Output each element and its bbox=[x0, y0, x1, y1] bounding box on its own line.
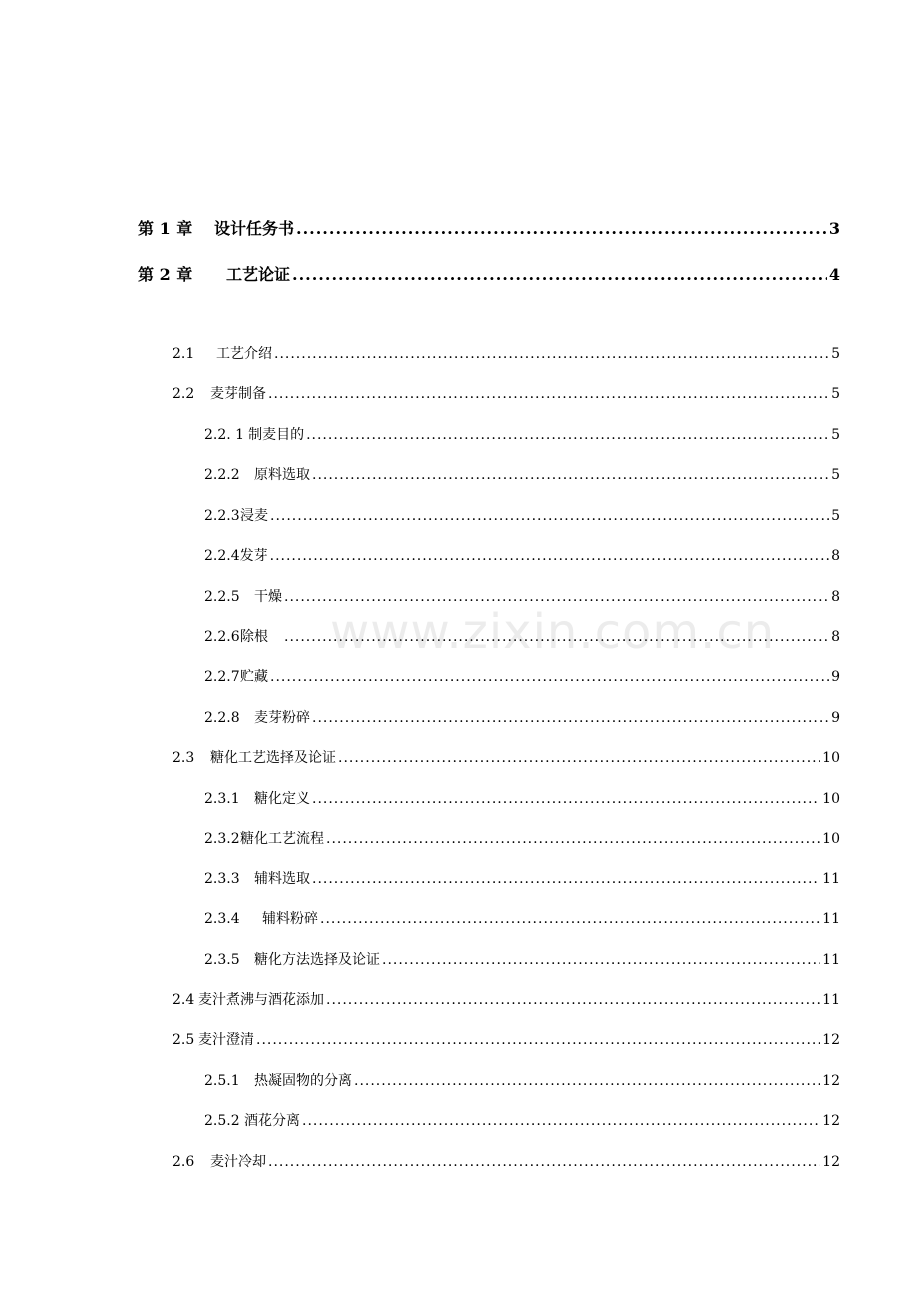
toc-entry-number: 2.2.3 bbox=[204, 508, 240, 524]
toc-entry-subsection[interactable] bbox=[204, 586, 840, 606]
toc-dot-leader bbox=[302, 1113, 820, 1129]
toc-entry-title: 热凝固物的分离 bbox=[254, 1073, 352, 1089]
toc-entry-title: 贮藏 bbox=[240, 669, 268, 685]
toc-entry-number: 2.5.1 bbox=[204, 1073, 240, 1089]
toc-entry-chapter-2[interactable] bbox=[138, 262, 840, 285]
toc-entry-number: 2.6 bbox=[172, 1154, 195, 1170]
toc-entry-number: 2.3.4 bbox=[204, 911, 240, 927]
toc-dot-leader bbox=[256, 1032, 820, 1048]
toc-entry-page: 12 bbox=[822, 1154, 840, 1170]
toc-entry-page: 8 bbox=[831, 629, 840, 645]
toc-entry-number: 2.2.6 bbox=[204, 629, 240, 645]
toc-entry-title: 发芽 bbox=[239, 548, 268, 564]
toc-dot-leader bbox=[312, 710, 829, 726]
toc-dot-leader bbox=[268, 386, 829, 402]
toc-entry-number: 2.2.2 bbox=[204, 467, 240, 483]
toc-dot-leader bbox=[326, 831, 820, 847]
toc-entry-title: 制麦目的 bbox=[248, 427, 305, 443]
toc-entry-title: 设计任务书 bbox=[214, 219, 295, 238]
toc-dot-leader bbox=[284, 589, 829, 605]
toc-entry-number: 2.3.2 bbox=[204, 831, 240, 847]
toc-dot-leader bbox=[274, 346, 829, 362]
toc-entry-page: 10 bbox=[822, 791, 840, 807]
toc-entry-title: 工艺介绍 bbox=[216, 346, 272, 362]
toc-entry-title: 糖化定义 bbox=[254, 791, 310, 807]
toc-entry-title: 除根 bbox=[240, 629, 268, 645]
toc-entry-number: 2.3.3 bbox=[204, 871, 240, 887]
watermark: www.zixin.com.cn bbox=[330, 604, 776, 660]
toc-entry-page: 5 bbox=[831, 427, 840, 443]
toc-entry-subsection[interactable] bbox=[204, 868, 840, 888]
toc-entry-section[interactable] bbox=[172, 343, 840, 363]
toc-entry-subsection[interactable] bbox=[204, 908, 840, 928]
toc-entry-title: 辅料选取 bbox=[254, 871, 310, 887]
toc-entry-subsection[interactable] bbox=[204, 424, 840, 444]
toc-entry-page: 10 bbox=[822, 750, 840, 766]
toc-entry-page: 12 bbox=[822, 1113, 840, 1129]
toc-dot-leader bbox=[338, 750, 820, 766]
toc-entry-section[interactable] bbox=[172, 383, 840, 403]
toc-dot-leader bbox=[306, 427, 829, 443]
toc-entry-subsection[interactable] bbox=[204, 505, 840, 525]
toc-entry-title: 糖化方法选择及论证 bbox=[254, 952, 380, 968]
toc-dot-leader bbox=[312, 791, 820, 807]
toc-dot-leader bbox=[268, 1154, 820, 1170]
toc-entry-page: 3 bbox=[828, 219, 840, 238]
toc-entry-page: 12 bbox=[822, 1032, 840, 1048]
toc-dot-leader bbox=[270, 548, 829, 564]
toc-entry-page: 11 bbox=[822, 871, 840, 887]
toc-entry-subsection[interactable] bbox=[204, 707, 840, 727]
toc-dot-leader bbox=[382, 952, 820, 968]
toc-entry-title: 麦汁冷却 bbox=[210, 1154, 266, 1170]
toc-dot-leader bbox=[292, 265, 827, 284]
toc-entry-title: 干燥 bbox=[254, 589, 282, 605]
toc-entry-page: 4 bbox=[828, 265, 840, 284]
toc-entry-title: 糖化工艺流程 bbox=[240, 831, 324, 847]
toc-entry-page: 10 bbox=[822, 831, 840, 847]
toc-entry-subsection[interactable] bbox=[204, 828, 840, 848]
toc-entry-number: 2.2.8 bbox=[204, 710, 240, 726]
toc-entry-subsection[interactable] bbox=[204, 949, 840, 969]
toc-entry-page: 11 bbox=[822, 952, 840, 968]
toc-entry-subsection[interactable] bbox=[204, 464, 840, 484]
toc-entry-number: 2.3 bbox=[172, 750, 195, 766]
toc-dot-leader bbox=[326, 992, 820, 1008]
toc-entry-subsection[interactable] bbox=[204, 1110, 840, 1130]
toc-entry-subsection[interactable] bbox=[204, 1070, 840, 1090]
toc-entry-section[interactable] bbox=[172, 1151, 840, 1171]
toc-entry-number: 2.5.2 bbox=[204, 1113, 240, 1129]
toc-entry-subsection[interactable] bbox=[204, 666, 840, 686]
toc-entry-title: 麦芽粉碎 bbox=[254, 710, 310, 726]
toc-entry-page: 5 bbox=[831, 508, 840, 524]
toc-entry-page: 12 bbox=[822, 1073, 840, 1089]
toc-entry-subsection[interactable] bbox=[204, 788, 840, 808]
toc-entry-page: 9 bbox=[831, 710, 840, 726]
toc-entry-number: 2.3.5 bbox=[204, 952, 240, 968]
toc-entry-number: 2.1 bbox=[172, 346, 195, 362]
toc-entry-page: 5 bbox=[831, 346, 840, 362]
toc-dot-leader bbox=[312, 467, 829, 483]
toc-entry-number: 2.2.7 bbox=[204, 669, 240, 685]
toc-entry-title: 工艺论证 bbox=[226, 265, 291, 284]
toc-dot-leader bbox=[312, 871, 820, 887]
toc-entry-chapter-1[interactable] bbox=[138, 216, 840, 239]
toc-entry-page: 8 bbox=[831, 548, 840, 564]
toc-entry-number: 第 2 章 bbox=[138, 265, 193, 284]
toc-dot-leader bbox=[354, 1073, 820, 1089]
toc-entry-section[interactable] bbox=[172, 1029, 840, 1049]
toc-dot-leader bbox=[270, 669, 829, 685]
toc-entry-title: 浸麦 bbox=[240, 508, 268, 524]
toc-entry-title: 麦芽制备 bbox=[210, 386, 266, 402]
toc-entry-number: 第 1 章 bbox=[138, 219, 193, 238]
toc-entry-page: 11 bbox=[822, 911, 840, 927]
toc-entry-page: 8 bbox=[831, 589, 840, 605]
toc-entry-title: 糖化工艺选择及论证 bbox=[210, 750, 336, 766]
toc-entry-number: 2.2.5 bbox=[204, 589, 240, 605]
toc-entry-title: 麦汁澄清 bbox=[198, 1032, 254, 1048]
toc-entry-section[interactable] bbox=[172, 747, 840, 767]
toc-entry-number: 2.5 bbox=[172, 1032, 195, 1048]
toc-entry-section[interactable] bbox=[172, 989, 840, 1009]
toc-entry-number: 2.4 bbox=[172, 992, 195, 1008]
toc-entry-page: 9 bbox=[831, 669, 840, 685]
toc-entry-title: 麦汁煮沸与酒花添加 bbox=[198, 992, 324, 1008]
toc-entry-page: 5 bbox=[831, 386, 840, 402]
toc-entry-title: 辅料粉碎 bbox=[262, 911, 318, 927]
toc-dot-leader bbox=[296, 219, 827, 238]
toc-entry-subsection[interactable] bbox=[204, 545, 840, 565]
toc-entry-number: 2.2 bbox=[172, 386, 195, 402]
toc-entry-page: 5 bbox=[831, 467, 840, 483]
toc-dot-leader bbox=[320, 911, 820, 927]
toc-entry-title: 酒花分离 bbox=[244, 1113, 300, 1129]
toc-entry-title: 原料选取 bbox=[254, 467, 310, 483]
toc-entry-number: 2.2.4 bbox=[204, 548, 240, 564]
toc-entry-page: 11 bbox=[822, 992, 840, 1008]
toc-dot-leader bbox=[270, 508, 829, 524]
toc-entry-number: 2.2. 1 bbox=[204, 427, 245, 443]
toc-entry-number: 2.3.1 bbox=[204, 791, 240, 807]
